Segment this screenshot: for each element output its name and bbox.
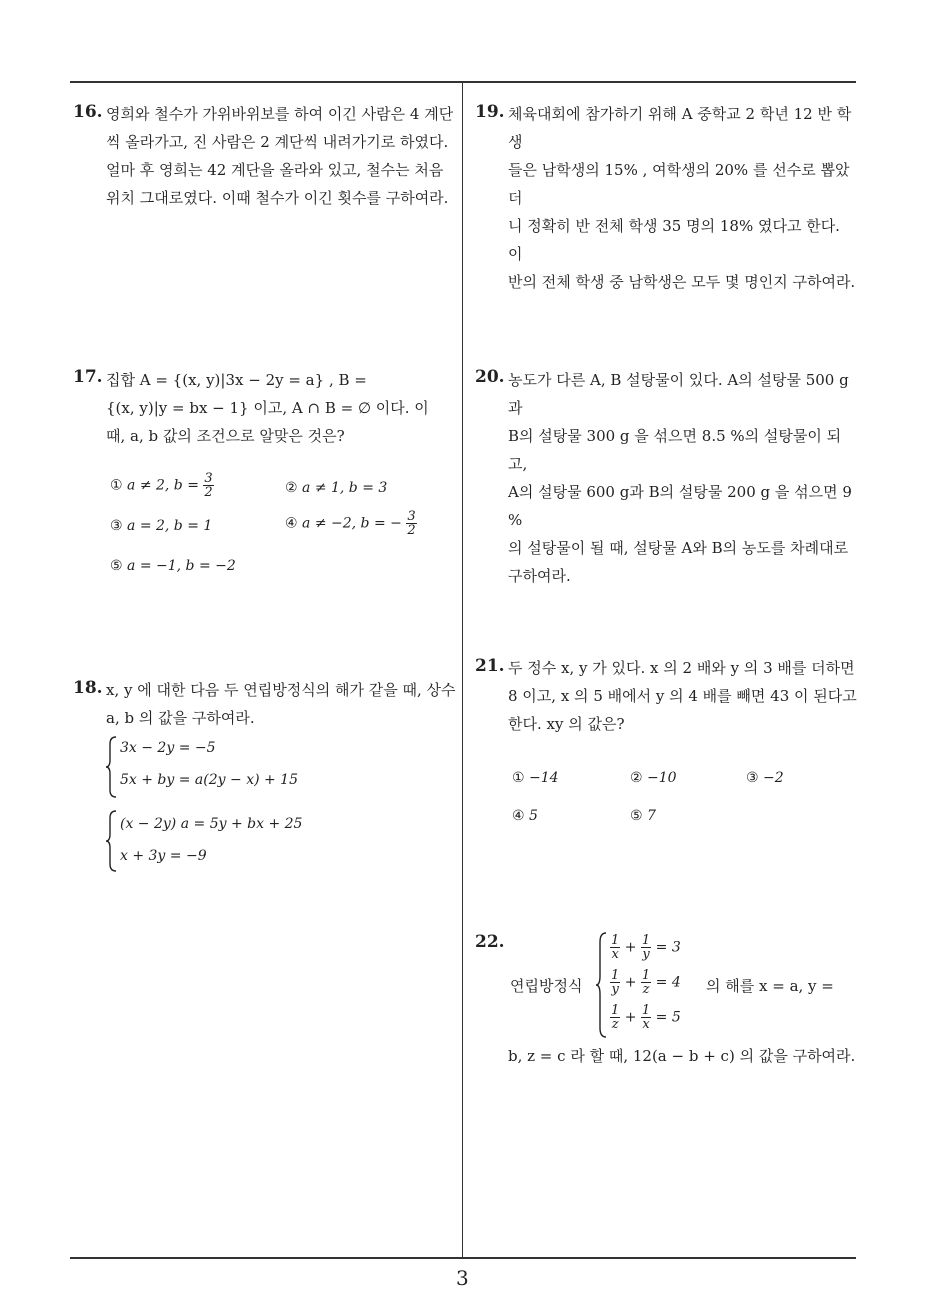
choice-4[interactable] [285,510,417,537]
choice-text: a = 2, b = 1 [127,518,213,534]
problem-text [106,100,456,212]
text-line: 니 정확히 반 전체 학생 35 명의 18% 였다고 한다. 이 [508,217,840,263]
choice-marker: ④ [285,515,298,532]
text-line: a, b 의 값을 구하여라. [106,709,255,727]
fraction: $\frac{1}{z}$ [611,1003,620,1032]
lead-text: 연립방정식 [510,977,583,995]
equation-system-1 [106,736,406,798]
choice-4[interactable] [512,808,538,824]
choice-marker: ③ [110,518,123,534]
text-line: 영희와 철수가 가위바위보를 하여 이긴 사람은 4 계단 [106,105,454,123]
text-line: 한다. xy 의 값은? [508,715,625,733]
equation-system [596,932,706,1038]
last-line: b, z = c 라 할 때, 12(a − b + c) 의 값을 구하여라. [508,1047,856,1065]
choice-2[interactable] [285,480,387,496]
choice-2[interactable] [630,770,677,786]
text-line: 반의 전체 학생 중 남학생은 모두 몇 명인지 구하여라. [508,273,856,291]
equation [610,1004,681,1031]
choice-list [512,770,852,830]
choice-marker: ⑤ [630,808,643,824]
text-line: 위치 그대로였다. 이때 철수가 이긴 횟수를 구하여라. [106,189,449,207]
equation: 5x + by = a(2y − x) + 15 [120,772,298,788]
choice-list [110,472,450,582]
equation-rhs: = 3 [655,939,681,956]
fraction: $\frac{1}{x}$ [641,1003,651,1032]
equation: 3x − 2y = −5 [120,740,216,756]
problem-number: 18. [73,678,103,698]
text-line: B의 설탕물 300 g 을 섞으면 8.5 %의 설탕물이 되고, [508,427,842,473]
equation [610,969,681,996]
fraction: $\frac{1}{x}$ [611,933,620,962]
choice-text: a ≠ −2, b = − [302,515,402,532]
equation: x + 3y = −9 [120,848,207,864]
problem-number: 22. [475,932,505,952]
text-line: 농도가 다른 A, B 설탕물이 있다. A의 설탕물 500 g과 [508,371,849,417]
choice-text: 7 [647,808,656,824]
text-line: x, y 에 대한 다음 두 연립방정식의 해가 같을 때, 상수 [106,681,456,699]
fraction: $\frac{3}{2}$ [204,471,213,500]
choice-text: a = −1, b = −2 [127,558,236,574]
bottom-rule [70,1257,856,1259]
choice-text: −2 [763,770,784,786]
choice-marker: ⑤ [110,558,123,574]
fraction: $\frac{1}{y}$ [611,968,620,997]
equation: (x − 2y) a = 5y + bx + 25 [120,816,303,832]
text-line: {(x, y)|y = bx − 1} 이고, A ∩ B = ∅ 이다. 이 [106,399,429,417]
fraction: $\frac{1}{y}$ [641,933,651,962]
text-line: 두 정수 x, y 가 있다. x 의 2 배와 y 의 3 배를 더하면 [508,659,855,677]
left-brace-icon [106,810,118,872]
column-divider [462,83,463,1258]
choice-marker: ④ [512,808,525,824]
choice-1[interactable] [512,770,559,786]
choice-1[interactable] [110,472,214,499]
page-number: 3 [456,1266,469,1290]
choice-text: −14 [529,770,559,786]
plus-sign: + [624,939,637,956]
choice-5[interactable] [110,558,236,574]
problem-text [508,366,858,590]
equation-rhs: = 4 [655,974,681,991]
plus-sign: + [624,974,637,991]
fraction: $\frac{3}{2}$ [407,509,416,538]
problem-number: 17. [73,367,103,387]
tail-text: 의 해를 x = a, y = [706,977,834,995]
equation [610,934,681,961]
text-line: 들은 남학생의 15% , 여학생의 20% 를 선수로 뽑았더 [508,161,850,207]
text-line: 때, a, b 값의 조건으로 알맞은 것은? [106,427,345,445]
choice-marker: ② [285,480,298,496]
equation-rhs: = 5 [655,1009,681,1026]
problem-number: 20. [475,367,505,387]
text-line: 얼마 후 영희는 42 계단을 올라와 있고, 철수는 처음 [106,161,444,179]
problem-text [508,100,858,296]
problem-number: 19. [475,102,505,122]
left-brace-icon [106,736,118,798]
choice-3[interactable] [746,770,784,786]
text-line: A의 설탕물 600 g과 B의 설탕물 200 g 을 섞으면 9 % [508,483,852,529]
text-line: 의 설탕물이 될 때, 설탕물 A와 B의 농도를 차례대로 [508,539,849,557]
problem-text [106,366,456,450]
choice-text: a ≠ 2, b = [127,477,199,494]
choice-text: a ≠ 1, b = 3 [302,480,388,496]
problem-text [106,676,456,732]
choice-marker: ③ [746,770,759,786]
choice-5[interactable] [630,808,656,824]
problem-number: 21. [475,656,505,676]
choice-marker: ① [512,770,525,786]
text-line: 체육대회에 참가하기 위해 A 중학교 2 학년 12 반 학생 [508,105,852,151]
text-line: 구하여라. [508,567,571,585]
plus-sign: + [624,1009,637,1026]
top-rule [70,81,856,83]
problem-text [508,654,858,738]
choice-marker: ② [630,770,643,786]
left-brace-icon [596,932,608,1038]
problem-number: 16. [73,102,103,122]
choice-text: 5 [529,808,538,824]
text-line: 8 이고, x 의 5 배에서 y 의 4 배를 빼면 43 이 된다고 [508,687,857,705]
equation-system-2 [106,810,406,872]
choice-marker: ① [110,477,123,494]
choice-text: −10 [647,770,677,786]
text-line: 집합 A = {(x, y)|3x − 2y = a} , B = [106,371,367,389]
fraction: $\frac{1}{z}$ [641,968,651,997]
text-line: 씩 올라가고, 진 사람은 2 계단씩 내려가기로 하였다. [106,133,449,151]
choice-3[interactable] [110,518,212,534]
